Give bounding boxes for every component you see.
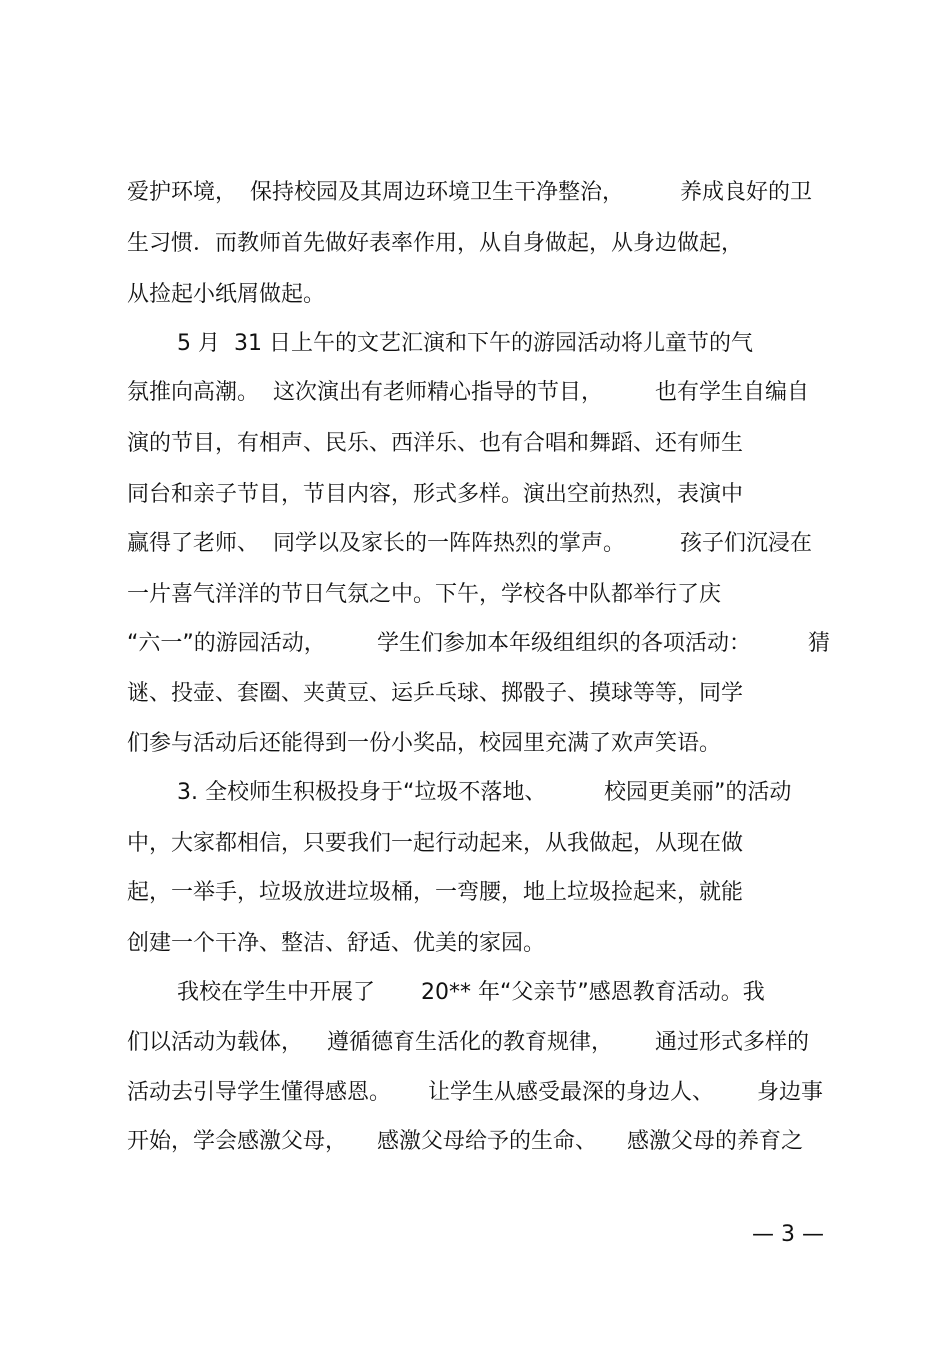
text-segment: 感激父母的养育之 xyxy=(627,1129,804,1154)
text-segment: 校园更美丽”的活动 xyxy=(604,780,792,805)
text-line xyxy=(0,773,950,813)
text-segment: 这次演出有老师精心指导的节目， xyxy=(273,380,604,405)
text-line xyxy=(0,173,950,213)
text-segment: 我校在学生中开展了 xyxy=(177,980,376,1005)
text-segment: 通过形式多样的 xyxy=(655,1030,810,1055)
text-line xyxy=(0,924,950,964)
text-line xyxy=(0,724,950,764)
text-segment: 20** 年“父亲节”感恩教育活动。我 xyxy=(421,980,765,1005)
text-segment: 从捡起小纸屑做起。 xyxy=(127,282,326,307)
text-line xyxy=(0,424,950,464)
text-segment: 学生们参加本年级组组织的各项活动： xyxy=(377,631,752,656)
text-line xyxy=(0,373,950,413)
text-line xyxy=(0,524,950,564)
text-segment: 保持校园及其周边环境卫生干净整治， xyxy=(250,180,625,205)
text-line xyxy=(0,224,950,264)
text-segment: 开始，学会感激父母， xyxy=(127,1129,348,1154)
text-segment: 们参与活动后还能得到一份小奖品，校园里充满了欢声笑语。 xyxy=(127,731,722,756)
text-segment: 爱护环境， xyxy=(127,180,238,205)
text-segment: 养成良好的卫 xyxy=(680,180,813,205)
text-line xyxy=(0,824,950,864)
text-line xyxy=(0,973,950,1013)
text-line xyxy=(0,674,950,714)
text-segment: 氛推向高潮。 xyxy=(127,380,260,405)
text-line xyxy=(0,1122,950,1162)
text-segment: 5 月 31 日上午的文艺汇演和下午的游园活动将儿童节的气 xyxy=(177,331,753,356)
text-segment: 一片喜气洋洋的节日气氛之中。下午，学校各中队都举行了庆 xyxy=(127,582,722,607)
text-line xyxy=(0,575,950,615)
text-line xyxy=(0,475,950,515)
text-segment: 演的节目，有相声、民乐、西洋乐、也有合唱和舞蹈、还有师生 xyxy=(127,431,744,456)
text-segment: 让学生从感受最深的身边人、 xyxy=(428,1080,715,1105)
text-segment: 感激父母给予的生命、 xyxy=(377,1129,598,1154)
text-segment: 中，大家都相信，只要我们一起行动起来，从我做起，从现在做 xyxy=(127,831,744,856)
text-segment: 也有学生自编自 xyxy=(655,380,810,405)
text-segment: 同台和亲子节目，节目内容，形式多样。演出空前热烈，表演中 xyxy=(127,482,744,507)
text-line xyxy=(0,873,950,913)
text-line xyxy=(0,324,950,364)
text-segment: 活动去引导学生懂得感恩。 xyxy=(127,1080,392,1105)
text-line xyxy=(0,1073,950,1113)
text-segment: 起，一举手，垃圾放进垃圾桶，一弯腰，地上垃圾捡起来，就能 xyxy=(127,880,744,905)
page-number: — 3 — xyxy=(752,1222,824,1247)
text-line xyxy=(0,624,950,664)
text-segment: 创建一个干净、整洁、舒适、优美的家园。 xyxy=(127,931,546,956)
text-segment: 孩子们沉浸在 xyxy=(680,531,813,556)
text-segment: “六一”的游园活动， xyxy=(127,631,326,656)
text-segment: 同学以及家长的一阵阵热烈的掌声。 xyxy=(273,531,626,556)
text-segment: 们以活动为载体， xyxy=(127,1030,304,1055)
text-segment: 赢得了老师、 xyxy=(127,531,260,556)
text-segment: 谜、投壶、套圈、夹黄豆、运乒乓球、掷骰子、摸球等等，同学 xyxy=(127,681,744,706)
text-segment: 遵循德育生活化的教育规律， xyxy=(327,1030,614,1055)
text-line xyxy=(0,1023,950,1063)
text-segment: 身边事 xyxy=(757,1080,824,1105)
text-segment: 3. 全校师生积极投身于“垃圾不落地、 xyxy=(177,780,547,805)
text-segment: 生习惯．而教师首先做好表率作用，从自身做起，从身边做起， xyxy=(127,231,744,256)
text-segment: 猜 xyxy=(808,631,831,656)
text-line xyxy=(0,275,950,315)
